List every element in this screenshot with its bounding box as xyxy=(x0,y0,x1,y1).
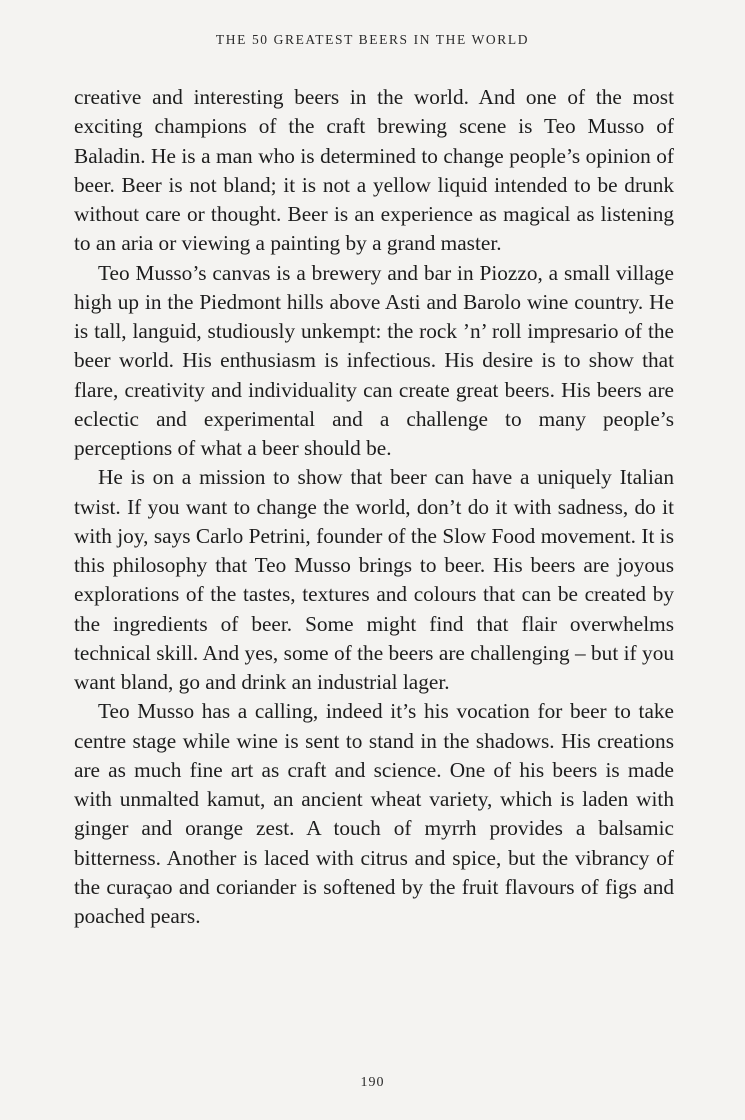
page-number: 190 xyxy=(360,1075,385,1090)
running-head: THE 50 GREATEST BEERS IN THE WORLD xyxy=(215,32,530,47)
paragraph: creative and interesting beers in the world. And one of the most exciting champions of the craft brewing scene is Teo Musso of Baladin. He is a man who is determined to change people’s opinion of beer. Beer is not bland; it is not a yellow liquid intended to be drunk without care or thought. Beer is an experience as magical as listening to an aria or viewing a painting by a grand master. xyxy=(74,85,674,256)
paragraph: Teo Musso’s canvas is a brewery and bar in Piozzo, a small village high up in the Piedmont hills above Asti and Barolo wine country. He is tall, languid, studiously unkempt: the rock ’n’ roll impresario of the beer world. His enthusiasm is infectious. His desire is to show that flare, creativity and individuality can create great beers. His beers are eclectic and experimental and a challenge to many people’s perceptions of what a beer should be. xyxy=(74,260,674,460)
body-text xyxy=(74,83,674,931)
paragraph: He is on a mission to show that beer can have a uniquely Italian twist. If you want to change the world, don’t do it with sadness, do it with joy, says Carlo Petrini, founder of the Slow Food movement. It is this philosophy that Teo Musso brings to beer. His beers are joyous explorations of the tastes, textures and colours that can be created by the ingredients of beer. Some might find that flair overwhelms technical skill. And yes, some of the beers are challenging – but if you want bland, go and drink an industrial lager. xyxy=(74,465,674,694)
paragraph: Teo Musso has a calling, indeed it’s his vocation for beer to take centre stage while wine is sent to stand in the shadows. His creations are as much fine art as craft and science. One of his beers is made with unmalted kamut, an ancient wheat variety, which is laden with ginger and orange zest. A touch of myrrh provides a balsamic bitterness. Another is laced with citrus and spice, but the vibrancy of the curaçao and coriander is softened by the fruit flavours of figs and poached pears. xyxy=(74,699,674,928)
